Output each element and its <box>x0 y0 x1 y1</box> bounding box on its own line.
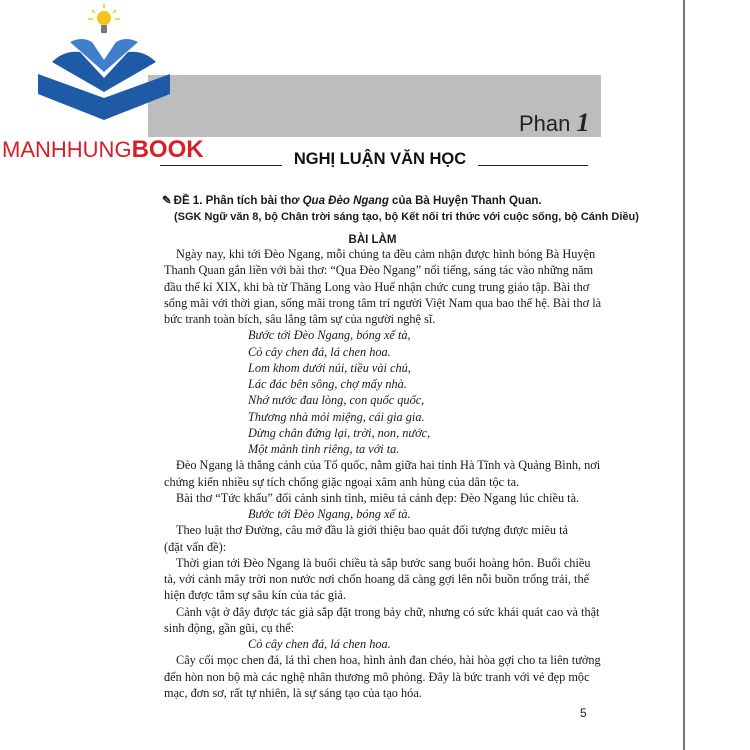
body-line: Thời gian tới Đèo Ngang là buổi chiều tà sắp bước sang buổi hoàng hôn. Buổi chiều <box>176 555 591 570</box>
question-prefix: ĐỀ 1. Phân tích bài thơ <box>173 195 303 207</box>
body-line: Ngày nay, khi tới Đèo Ngang, mỗi chúng ta đều cảm nhận được hình bóng Bà Huyện <box>176 247 596 261</box>
body-line: đầu thế kỉ XIX, khi bà từ Thăng Long vào Huế nhận chức cung trung giáo tập. Bài thơ <box>164 279 590 294</box>
poem-line: Cỏ cây chen đá, lá chen hoa. <box>248 637 391 651</box>
section-title: NGHỊ LUẬN VĂN HỌC <box>293 150 467 168</box>
body-line: bức tranh toàn bích, sâu lắng tâm sự của người nghệ sĩ. <box>164 312 436 326</box>
question-line-2: (SGK Ngữ văn 8, bộ Chân trời sáng tạo, bộ Kết nối tri thức với cuộc sống, bộ Cánh Diều) <box>174 211 639 223</box>
part-number: 1 <box>576 108 590 137</box>
page-number: 5 <box>580 706 587 720</box>
body-line: mạc, đơn sơ, rất tự nhiên, là sự sáng tạo của tạo hóa. <box>164 685 422 700</box>
poem-line: Bước tới Đèo Ngang, bóng xế tà, <box>248 328 411 343</box>
body-line: chứng kiến nhiều sự tích chống giặc ngoại xâm anh hùng của dân tộc ta. <box>164 474 520 489</box>
body-line: đến hòn non bộ mà các nghệ nhân thương mô phỏng. Đây là bức tranh với vẻ đẹp mộc <box>164 669 590 684</box>
poem-line: Một mảnh tình riêng, ta với ta. <box>248 442 400 456</box>
question-line-1 <box>162 193 592 207</box>
section-rule-left <box>160 165 282 166</box>
part-label <box>519 108 590 138</box>
brand-name-part1: MANHHUNG <box>2 137 132 162</box>
poem-line: Cỏ cây chen đá, lá chen hoa. <box>248 344 391 359</box>
page-edge <box>683 0 685 750</box>
section-rule-right <box>478 165 588 166</box>
body-line: Cây cối mọc chen đá, lá thì chen hoa, hình ảnh đan chéo, hài hòa gợi cho ta liên tưởng <box>176 653 601 668</box>
body-line: Theo luật thơ Đường, câu mở đầu là giới thiệu bao quát đối tượng được miêu tả <box>176 523 568 538</box>
pencil-icon: ✎ <box>162 195 172 207</box>
poem-line: Bước tới Đèo Ngang, bóng xế tà. <box>248 507 411 521</box>
body-line: sống mãi với thời gian, sống mãi trong tâm trí người Việt Nam qua bao thế hệ. Bài thơ là <box>164 295 602 310</box>
poem-line: Lác đác bên sông, chợ mấy nhà. <box>248 377 407 391</box>
body-line: (đặt vấn đề): <box>164 539 227 554</box>
body-line: Bài thơ “Tức khẩu” đối cảnh sinh tình, miêu tả cảnh đẹp: Đèo Ngang lúc chiều tà. <box>176 490 580 505</box>
body-line: Thanh Quan gắn liền với bài thơ: “Qua Đèo Ngang” nổi tiếng, sáng tác vào những năm <box>164 263 594 278</box>
brand-wordmark <box>2 136 204 164</box>
body-line: Cảnh vật ở đây được tác giả sắp đặt trong bảy chữ, nhưng có sức khái quát cao và thật <box>176 604 600 619</box>
answer-heading: BÀI LÀM <box>348 234 397 246</box>
poem-line: Nhớ nước đau lòng, con quốc quốc, <box>248 393 425 408</box>
body-line: hiện được tâm sự sâu kín của tác giả. <box>164 588 347 603</box>
part-word: Phan <box>519 111 571 136</box>
body-line: sinh động, gần gũi, cụ thể: <box>164 620 295 635</box>
poem-line: Thương nhà mỏi miệng, cái gia gia. <box>248 409 425 424</box>
question-suffix: của Bà Huyện Thanh Quan. <box>388 195 542 207</box>
open-book-icon <box>38 39 170 120</box>
poem-line: Dừng chân đứng lại, trời, non, nước, <box>248 425 431 440</box>
question-poem-title: Qua Đèo Ngang <box>302 195 389 207</box>
body-line: Đèo Ngang là thắng cảnh của Tổ quốc, nằm giữa hai tỉnh Hà Tĩnh và Quảng Bình, nơi <box>176 458 601 473</box>
brand-name-part2: BOOK <box>131 136 204 163</box>
poem-line: Lom khom dưới núi, tiều vài chú, <box>248 360 411 375</box>
body-line: tà, với cảnh mây trời non nước nơi chốn hoang dã càng gợi lên nỗi buồn trống trải, thể <box>164 572 590 586</box>
lightbulb-icon <box>88 4 120 33</box>
